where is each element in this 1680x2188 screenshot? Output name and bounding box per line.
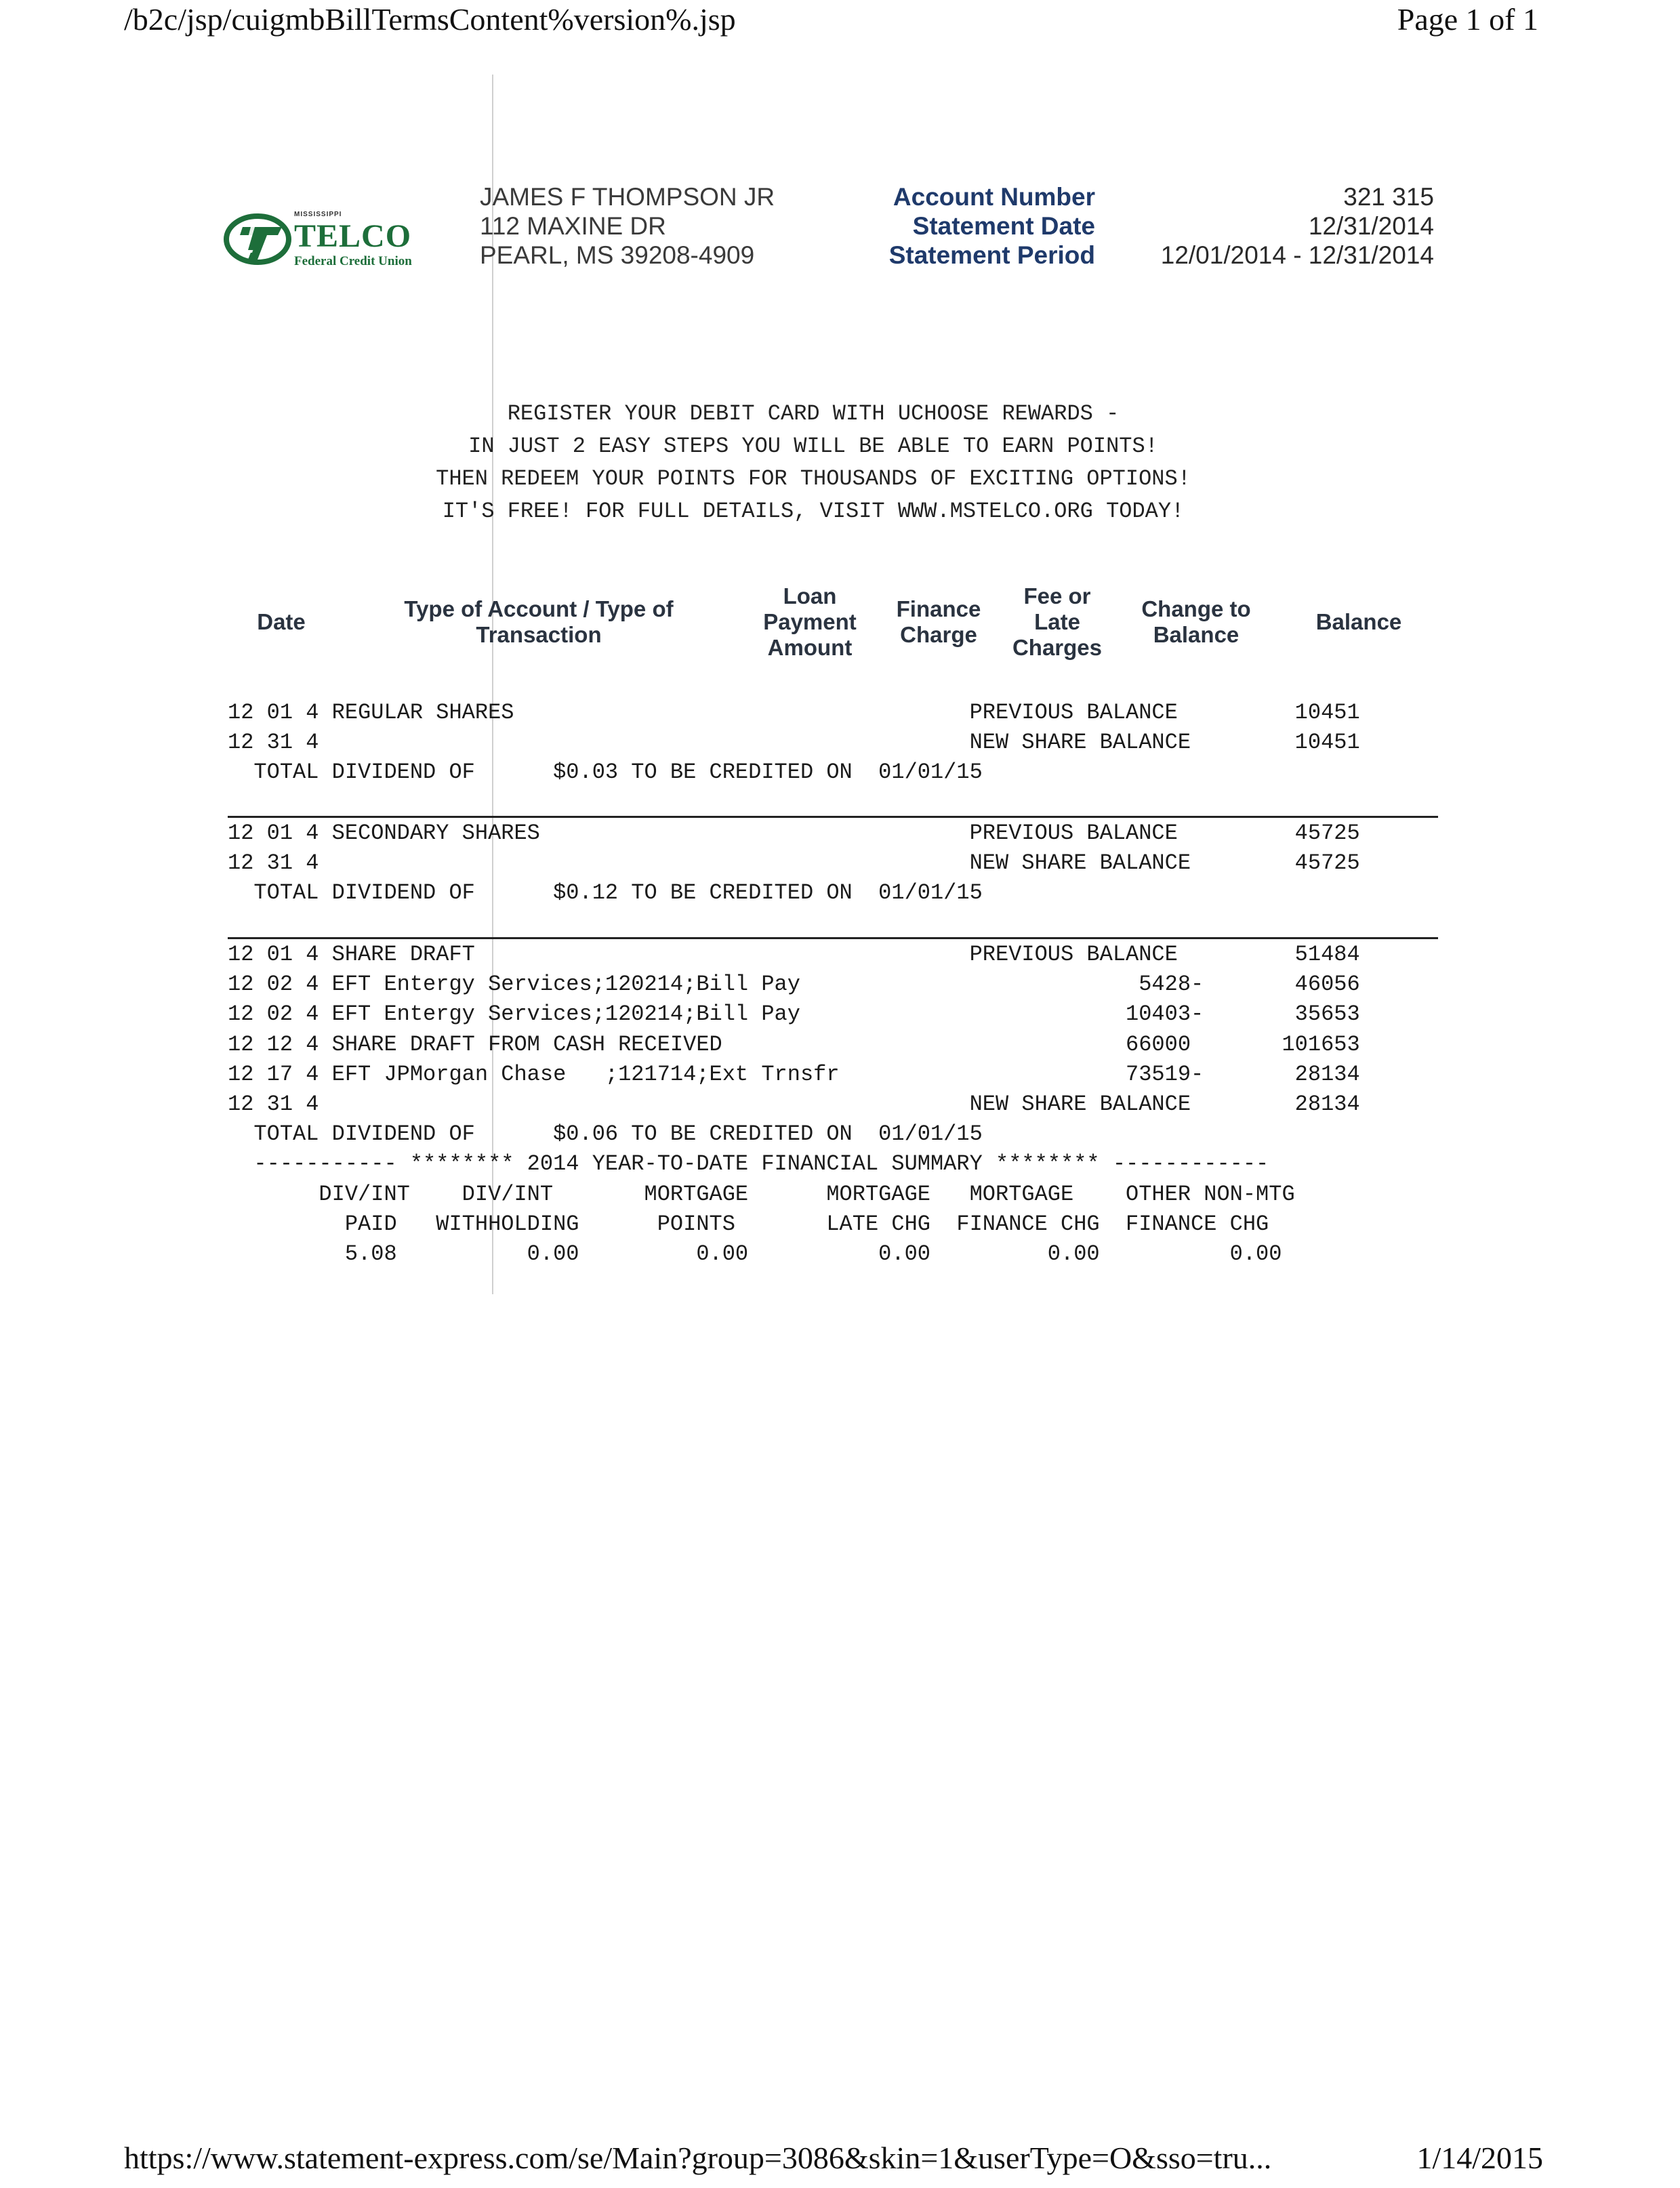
statement-date-value: 12/31/2014 xyxy=(1308,212,1434,240)
print-header-page: Page 1 of 1 xyxy=(1397,2,1538,37)
ytd-summary-header: PAID WITHHOLDING POINTS LATE CHG FINANCE CHG FINANCE CHG xyxy=(228,1211,1269,1237)
statement-line: 12 02 4 EFT Entergy Services;120214;Bill Pay 10403- 35653 xyxy=(228,1002,1360,1027)
statement-line: TOTAL DIVIDEND OF $0.03 TO BE CREDITED ON 01/01/15 xyxy=(228,760,983,785)
statement-line: 12 31 4 NEW SHARE BALANCE 28134 xyxy=(228,1092,1360,1117)
statement-line: TOTAL DIVIDEND OF $0.06 TO BE CREDITED ON 01/01/15 xyxy=(228,1121,983,1147)
customer-address xyxy=(480,182,775,270)
logo-tagline: MISSISSIPPI xyxy=(294,211,342,218)
ytd-summary-title: ----------- ******** 2014 YEAR-TO-DATE FINANCIAL SUMMARY ******** ------------ xyxy=(228,1151,1269,1177)
section-share-draft xyxy=(228,940,1360,1269)
statement-line: 12 31 4 NEW SHARE BALANCE 45725 xyxy=(228,850,1360,876)
statement-line: 12 31 4 NEW SHARE BALANCE 10451 xyxy=(228,730,1360,756)
section-divider xyxy=(228,937,1438,939)
col-header-fee: Fee or Late Charges xyxy=(1012,583,1103,660)
statement-line: 12 17 4 EFT JPMorgan Chase ;121714;Ext Trnsfr 73519- 28134 xyxy=(228,1061,1360,1087)
statement-line: 12 01 4 SHARE DRAFT PREVIOUS BALANCE 51484 xyxy=(228,942,1360,967)
account-number-label: Account Number xyxy=(893,183,1095,211)
section-secondary-shares xyxy=(228,819,1360,909)
customer-city: PEARL, MS 39208-4909 xyxy=(480,241,755,269)
statement-period-label: Statement Period xyxy=(888,241,1095,269)
ytd-summary-values: 5.08 0.00 0.00 0.00 0.00 0.00 xyxy=(228,1241,1282,1267)
statement-line: 12 01 4 SECONDARY SHARES PREVIOUS BALANCE 45725 xyxy=(228,821,1360,846)
statement-line: 12 02 4 EFT Entergy Services;120214;Bill Pay 5428- 46056 xyxy=(228,972,1360,997)
col-header-type: Type of Account / Type of Transaction xyxy=(404,596,674,647)
rewards-promo: REGISTER YOUR DEBIT CARD WITH UCHOOSE REWARDS - IN JUST 2 EASY STEPS YOU WILL BE ABLE TO EARN POINTS! THEN REDEEM YOUR POINTS FOR THOUSANDS OF EXCITING OPTIONS! IT'S FREE! FOR FULL DETAILS, VISIT WWW.MSTELCO.ORG TODAY! xyxy=(436,401,1191,524)
section-regular-shares xyxy=(228,698,1360,788)
account-info-labels xyxy=(813,182,1095,270)
credit-union-logo xyxy=(224,207,441,274)
col-header-finance: Finance Charge xyxy=(896,596,981,647)
account-number-value: 321 315 xyxy=(1343,183,1434,211)
print-footer-date: 1/14/2015 xyxy=(1416,2141,1543,2175)
col-header-date: Date xyxy=(257,609,306,634)
telco-logo-icon xyxy=(224,212,298,266)
logo-subname: Federal Credit Union xyxy=(294,254,412,268)
statement-line: TOTAL DIVIDEND OF $0.12 TO BE CREDITED ON 01/01/15 xyxy=(228,880,983,906)
section-divider xyxy=(228,816,1438,818)
statement-period-value: 12/01/2014 - 12/31/2014 xyxy=(1160,241,1434,269)
customer-street: 112 MAXINE DR xyxy=(480,212,666,240)
statement-line: 12 12 4 SHARE DRAFT FROM CASH RECEIVED 66000 101653 xyxy=(228,1031,1360,1057)
col-header-change: Change to Balance xyxy=(1141,596,1251,647)
customer-name: JAMES F THOMPSON JR xyxy=(480,183,775,211)
print-footer-url: https://www.statement-express.com/se/Main?group=3086&skin=1&userType=O&sso=tru... xyxy=(124,2141,1272,2175)
ytd-summary-header: DIV/INT DIV/INT MORTGAGE MORTGAGE MORTGAGE OTHER NON-MTG xyxy=(228,1181,1295,1207)
logo-name: TELCO xyxy=(294,218,412,254)
statement-date-label: Statement Date xyxy=(912,212,1095,240)
print-header-path: /b2c/jsp/cuigmbBillTermsContent%version%.jsp xyxy=(124,2,736,37)
account-info-values xyxy=(1111,182,1434,270)
statement-line: 12 01 4 REGULAR SHARES PREVIOUS BALANCE 10451 xyxy=(228,700,1360,725)
col-header-loan: Loan Payment Amount xyxy=(763,583,857,660)
col-header-balance: Balance xyxy=(1315,609,1402,634)
